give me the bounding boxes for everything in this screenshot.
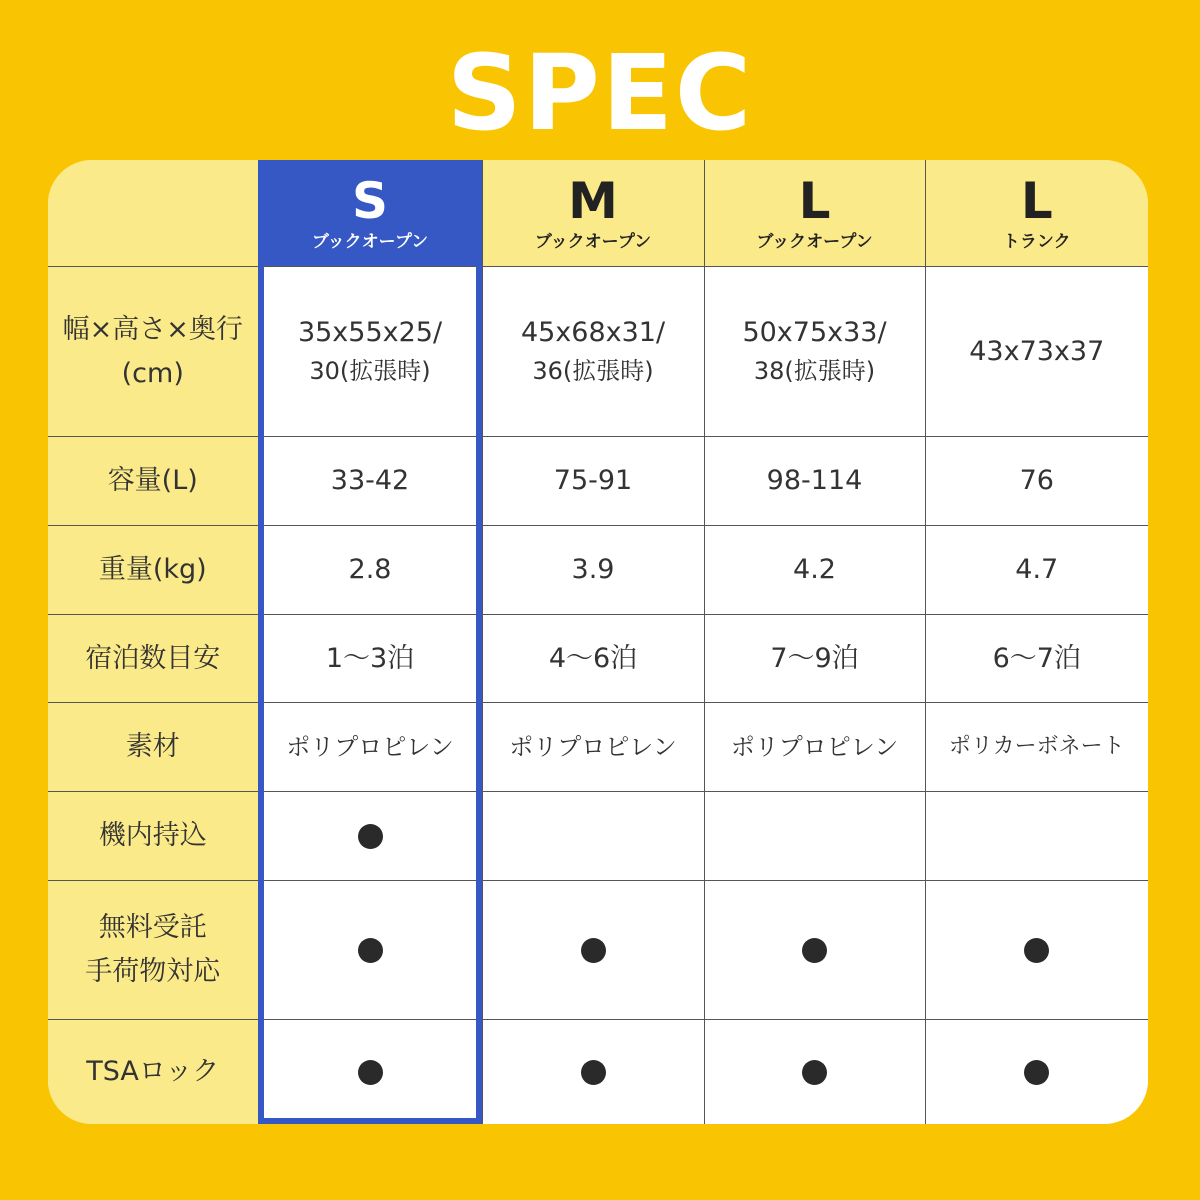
mark-cell (482, 881, 704, 1020)
value-cell: 6〜7泊 (925, 615, 1148, 703)
mark-cell (925, 1020, 1148, 1125)
filled-circle-icon (358, 1060, 383, 1085)
value-cell (482, 267, 704, 437)
mark-cell (258, 1020, 482, 1125)
spec-table (48, 160, 1148, 1124)
filled-circle-icon (802, 938, 827, 963)
row-label-line: 容量(L) (107, 465, 198, 496)
row-label-line: 幅×高さ×奥行 (62, 313, 243, 345)
value-cell (704, 267, 925, 437)
mark-cell (925, 881, 1148, 1020)
table-row-nights (48, 615, 1148, 703)
type-label: ブックオープン (534, 232, 652, 252)
column-header-l-bookopen[interactable] (704, 160, 925, 267)
value-cell: ポリプロピレン (482, 703, 704, 792)
page-title: SPEC (446, 32, 754, 154)
mark-cell (704, 881, 925, 1020)
row-label-line: 無料受託 (98, 912, 207, 943)
type-label: トランク (1002, 232, 1071, 252)
size-label: S (351, 172, 388, 230)
table-row-capacity (48, 437, 1148, 526)
value-line: 30(拡張時) (309, 356, 431, 385)
row-label-line: 素材 (125, 731, 180, 762)
value-cell: 75-91 (482, 437, 704, 526)
row-label-line: 機内持込 (98, 820, 207, 851)
row-label (48, 703, 258, 792)
value-cell: ポリプロピレン (704, 703, 925, 792)
value-cell: 2.8 (258, 526, 482, 615)
filled-circle-icon (581, 938, 606, 963)
mark-cell (925, 792, 1148, 881)
mark-cell (704, 1020, 925, 1125)
filled-circle-icon (358, 938, 383, 963)
size-label: L (1020, 172, 1053, 230)
value-cell: 76 (925, 437, 1148, 526)
row-label-line: 重量(kg) (98, 554, 207, 585)
column-header-l-trunk[interactable] (925, 160, 1148, 267)
value-cell: 3.9 (482, 526, 704, 615)
spec-card (48, 160, 1148, 1124)
value-line: 38(拡張時) (753, 356, 876, 385)
filled-circle-icon (581, 1060, 606, 1085)
value-cell: 4.7 (925, 526, 1148, 615)
row-label (48, 526, 258, 615)
value-cell (925, 267, 1148, 437)
row-label-line: (cm) (121, 357, 184, 389)
row-label-line: 手荷物対応 (85, 956, 221, 987)
table-row-tsa-lock (48, 1020, 1148, 1125)
column-header-s-bookopen[interactable] (258, 160, 482, 267)
value-cell: 7〜9泊 (704, 615, 925, 703)
value-cell: ポリプロピレン (258, 703, 482, 792)
table-row-dimensions (48, 267, 1148, 437)
value-cell: 4.2 (704, 526, 925, 615)
row-label (48, 267, 258, 437)
value-line: 50x75x33/ (742, 316, 887, 348)
mark-cell (258, 881, 482, 1020)
value-line: 43x73x37 (969, 335, 1105, 367)
value-line: 36(拡張時) (532, 356, 654, 385)
value-cell: 4〜6泊 (482, 615, 704, 703)
table-row-checked-baggage (48, 881, 1148, 1020)
size-label: L (798, 172, 831, 230)
table-row-material (48, 703, 1148, 792)
filled-circle-icon (802, 1060, 827, 1085)
header-corner-cell (48, 160, 258, 267)
row-label (48, 792, 258, 881)
value-cell: 33-42 (258, 437, 482, 526)
table-row-weight (48, 526, 1148, 615)
row-label (48, 437, 258, 526)
type-label: ブックオープン (756, 232, 873, 252)
column-header-m-bookopen[interactable] (482, 160, 704, 267)
value-cell: 98-114 (704, 437, 925, 526)
size-label: M (568, 172, 618, 230)
value-cell: 1〜3泊 (258, 615, 482, 703)
mark-cell (704, 792, 925, 881)
header-row (48, 160, 1148, 267)
row-label (48, 1020, 258, 1125)
mark-cell (482, 1020, 704, 1125)
filled-circle-icon (1024, 1060, 1049, 1085)
type-label: ブックオープン (311, 232, 429, 252)
value-line: 35x55x25/ (297, 316, 443, 348)
value-cell (258, 267, 482, 437)
mark-cell (258, 792, 482, 881)
value-cell: ポリカーボネート (925, 703, 1148, 792)
row-label (48, 881, 258, 1020)
table-row-carry-on (48, 792, 1148, 881)
value-line: 45x68x31/ (520, 316, 666, 348)
row-label-line: 宿泊数目安 (85, 642, 221, 674)
row-label-line: TSAロック (86, 1056, 220, 1088)
row-label (48, 615, 258, 703)
filled-circle-icon (1024, 938, 1049, 963)
filled-circle-icon (358, 824, 383, 849)
mark-cell (482, 792, 704, 881)
